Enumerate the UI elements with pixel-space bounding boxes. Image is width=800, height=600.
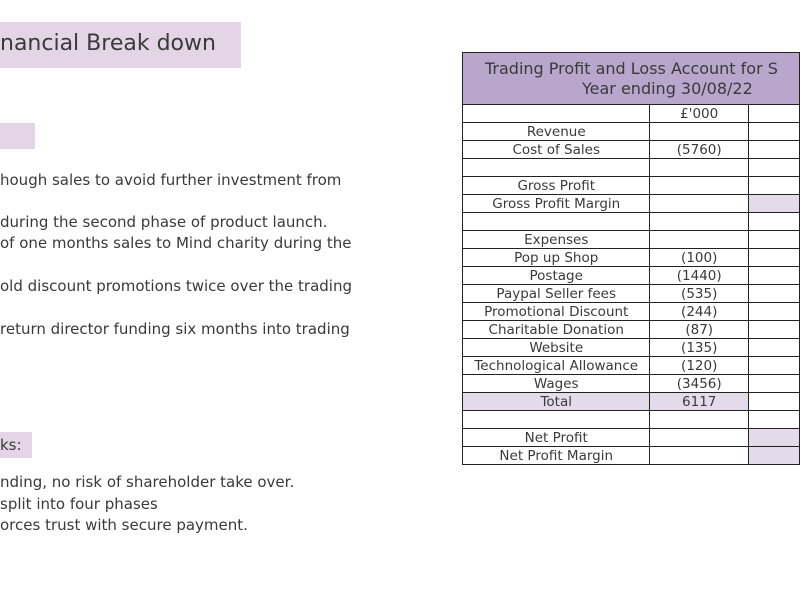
table-row: [463, 285, 800, 303]
table-cell: [748, 375, 799, 393]
table-cell: [748, 213, 799, 231]
table-cell: [748, 123, 799, 141]
table-cell: [748, 267, 799, 285]
row-label: Total: [463, 393, 650, 411]
risks-label: ks:: [0, 436, 22, 454]
row-value: (1440): [650, 267, 749, 285]
row-value: (100): [650, 249, 749, 267]
table-row: [463, 177, 800, 195]
row-value: [650, 195, 749, 213]
body-paragraph: of one months sales to Mind charity during the: [0, 234, 352, 252]
row-value: 6117: [650, 393, 749, 411]
row-value: [650, 429, 749, 447]
table-cell: [748, 159, 799, 177]
table-cell-shaded: [748, 195, 799, 213]
row-label: Charitable Donation: [463, 321, 650, 339]
row-label: Wages: [463, 375, 650, 393]
row-label: Paypal Seller fees: [463, 285, 650, 303]
table-row-total: [463, 393, 800, 411]
table-cell: [748, 249, 799, 267]
row-value: (3456): [650, 375, 749, 393]
risk-item: orces trust with secure payment.: [0, 516, 248, 534]
table-cell: [748, 105, 799, 123]
row-label: Promotional Discount: [463, 303, 650, 321]
table-row: [463, 447, 800, 465]
row-value: (535): [650, 285, 749, 303]
row-value: (135): [650, 339, 749, 357]
table-cell: [748, 141, 799, 159]
body-paragraph: return director funding six months into trading: [0, 320, 350, 338]
body-paragraph: hough sales to avoid further investment from: [0, 171, 342, 189]
row-label: Net Profit Margin: [463, 447, 650, 465]
table-cell: [748, 303, 799, 321]
table-cell-shaded: [748, 447, 799, 465]
table-row: [463, 195, 800, 213]
table-row: [463, 123, 800, 141]
table-cell: [748, 357, 799, 375]
body-paragraph: during the second phase of product launch.: [0, 213, 328, 231]
table-row: [463, 213, 800, 231]
row-value: [650, 159, 749, 177]
table-row: [463, 267, 800, 285]
row-label: Technological Allowance: [463, 357, 650, 375]
table-cell-shaded: [748, 429, 799, 447]
row-label: [463, 411, 650, 429]
table-header: [463, 53, 800, 105]
row-value: [650, 177, 749, 195]
table-cell: [748, 321, 799, 339]
risk-item: split into four phases: [0, 495, 158, 513]
row-label: Pop up Shop: [463, 249, 650, 267]
table-cell: [748, 411, 799, 429]
row-value: (5760): [650, 141, 749, 159]
row-label: Net Profit: [463, 429, 650, 447]
row-value: (120): [650, 357, 749, 375]
table-cell: [748, 339, 799, 357]
table-row: [463, 231, 800, 249]
currency-label: £'000: [650, 105, 749, 123]
table-row: [463, 321, 800, 339]
row-value: [650, 231, 749, 249]
table-header-row: [463, 53, 800, 105]
row-label: [463, 213, 650, 231]
row-label: Postage: [463, 267, 650, 285]
section-highlight: [0, 123, 35, 149]
table-title: Trading Profit and Loss Account for S: [485, 58, 778, 78]
table-row: [463, 375, 800, 393]
table-subtitle: Year ending 30/08/22: [582, 78, 753, 98]
table-cell: [463, 105, 650, 123]
table-cell: [748, 231, 799, 249]
row-value: (244): [650, 303, 749, 321]
table-row: [463, 105, 800, 123]
table-row: [463, 429, 800, 447]
table-row: [463, 339, 800, 357]
row-label: Cost of Sales: [463, 141, 650, 159]
slide-title: nancial Break down: [0, 31, 216, 56]
row-value: [650, 447, 749, 465]
profit-loss-table: [462, 52, 800, 465]
table-row: [463, 357, 800, 375]
table-cell: [748, 393, 799, 411]
row-label: Expenses: [463, 231, 650, 249]
row-value: [650, 411, 749, 429]
row-label: [463, 159, 650, 177]
row-value: (87): [650, 321, 749, 339]
table-row: [463, 249, 800, 267]
row-label: Gross Profit: [463, 177, 650, 195]
risk-item: nding, no risk of shareholder take over.: [0, 473, 295, 491]
row-label: Gross Profit Margin: [463, 195, 650, 213]
body-paragraph: old discount promotions twice over the trading: [0, 277, 352, 295]
table-row: [463, 141, 800, 159]
row-value: [650, 123, 749, 141]
table-cell: [748, 177, 799, 195]
table-row: [463, 411, 800, 429]
table-row: [463, 159, 800, 177]
table-row: [463, 303, 800, 321]
row-label: Revenue: [463, 123, 650, 141]
row-label: Website: [463, 339, 650, 357]
table-cell: [748, 285, 799, 303]
row-value: [650, 213, 749, 231]
